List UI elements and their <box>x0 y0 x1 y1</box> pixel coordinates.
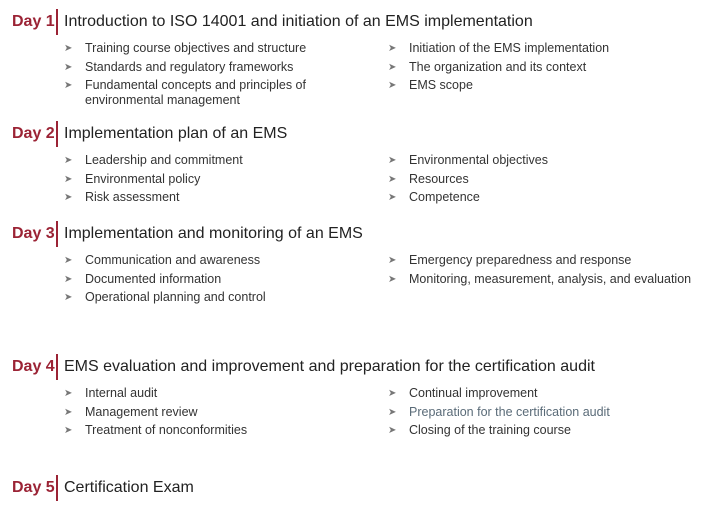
list-item: ➤ Operational planning and control <box>64 290 266 305</box>
day-4-section <box>12 354 709 438</box>
chevron-right-icon: ➤ <box>64 388 73 399</box>
day-header <box>12 354 709 380</box>
list-item: ➤ Emergency preparedness and response <box>388 253 632 267</box>
topic-list-left <box>62 41 322 112</box>
day-header <box>12 9 709 35</box>
chevron-right-icon: ➤ <box>64 173 73 185</box>
topic-list-left <box>62 153 322 209</box>
list-item: ➤ Environmental policy <box>64 171 201 186</box>
list-item: ➤ Preparation for the certification audit <box>388 404 610 419</box>
chevron-right-icon: ➤ <box>64 80 73 92</box>
chevron-right-icon: ➤ <box>64 273 73 285</box>
day-header <box>12 475 709 501</box>
list-item: ➤ Continual improvement <box>388 386 538 400</box>
list-item: ➤ Training course objectives and structure <box>64 41 307 55</box>
chevron-right-icon: ➤ <box>64 292 73 304</box>
chevron-right-icon: ➤ <box>388 425 397 437</box>
topic-list-right <box>386 153 706 209</box>
chevron-right-icon: ➤ <box>388 192 397 204</box>
topic-list-left <box>62 253 322 309</box>
list-item: ➤ EMS scope <box>388 78 473 93</box>
list-item: ➤ Monitoring, measurement, analysis, and evaluation <box>388 271 692 286</box>
day-label: Day 2 <box>12 125 55 142</box>
day-title: Certification Exam <box>64 479 194 496</box>
chevron-right-icon: ➤ <box>388 155 397 166</box>
list-item: ➤ Management review <box>64 404 198 419</box>
divider <box>56 475 58 501</box>
chevron-right-icon: ➤ <box>64 425 73 437</box>
day-1-section <box>12 9 709 108</box>
divider <box>56 121 58 147</box>
list-item: ➤ The organization and its context <box>388 59 587 74</box>
list-item: ➤ Environmental objectives <box>388 153 548 167</box>
chevron-right-icon: ➤ <box>388 80 397 92</box>
day-5-section <box>12 475 709 501</box>
list-item: ➤ Risk assessment <box>64 190 180 205</box>
list-item: ➤ Documented information <box>64 271 222 286</box>
divider <box>56 354 58 380</box>
topic-list-left <box>62 386 322 442</box>
list-item: ➤ Communication and awareness <box>64 253 261 267</box>
list-item: ➤ Initiation of the EMS implementation <box>388 41 610 55</box>
list-item: ➤ Closing of the training course <box>388 423 571 438</box>
list-item: ➤ Resources <box>388 171 469 186</box>
day-header <box>12 121 709 147</box>
topic-list-right <box>386 41 706 97</box>
day-label: Day 4 <box>12 358 55 375</box>
day-title: Introduction to ISO 14001 and initiation of an EMS implementation <box>64 13 533 30</box>
list-item: ➤ Competence <box>388 190 480 205</box>
chevron-right-icon: ➤ <box>388 406 397 418</box>
list-item: ➤ Treatment of nonconformities <box>64 423 248 438</box>
chevron-right-icon: ➤ <box>388 43 397 54</box>
topic-list-right <box>386 386 706 442</box>
day-label: Day 5 <box>12 479 55 496</box>
list-item: ➤ Standards and regulatory frameworks <box>64 59 294 74</box>
day-label: Day 3 <box>12 225 55 242</box>
chevron-right-icon: ➤ <box>388 273 397 285</box>
day-2-section <box>12 121 709 205</box>
list-item: ➤ Leadership and commitment <box>64 153 243 167</box>
day-title: Implementation plan of an EMS <box>64 125 288 142</box>
day-label: Day 1 <box>12 13 55 30</box>
list-item: ➤ Internal audit <box>64 386 158 400</box>
chevron-right-icon: ➤ <box>64 155 73 166</box>
chevron-right-icon: ➤ <box>388 255 397 266</box>
chevron-right-icon: ➤ <box>64 61 73 73</box>
list-item: ➤ Fundamental concepts and principles of environmental management <box>64 78 306 108</box>
topic-list-right <box>386 253 706 290</box>
day-3-section <box>12 221 709 305</box>
chevron-right-icon: ➤ <box>64 192 73 204</box>
divider <box>56 9 58 35</box>
chevron-right-icon: ➤ <box>388 388 397 399</box>
divider <box>56 221 58 247</box>
chevron-right-icon: ➤ <box>388 173 397 185</box>
chevron-right-icon: ➤ <box>64 255 73 266</box>
chevron-right-icon: ➤ <box>64 406 73 418</box>
day-header <box>12 221 709 247</box>
chevron-right-icon: ➤ <box>64 43 73 54</box>
chevron-right-icon: ➤ <box>388 61 397 73</box>
day-title: Implementation and monitoring of an EMS <box>64 225 363 242</box>
day-title: EMS evaluation and improvement and preparation for the certification audit <box>64 358 595 375</box>
